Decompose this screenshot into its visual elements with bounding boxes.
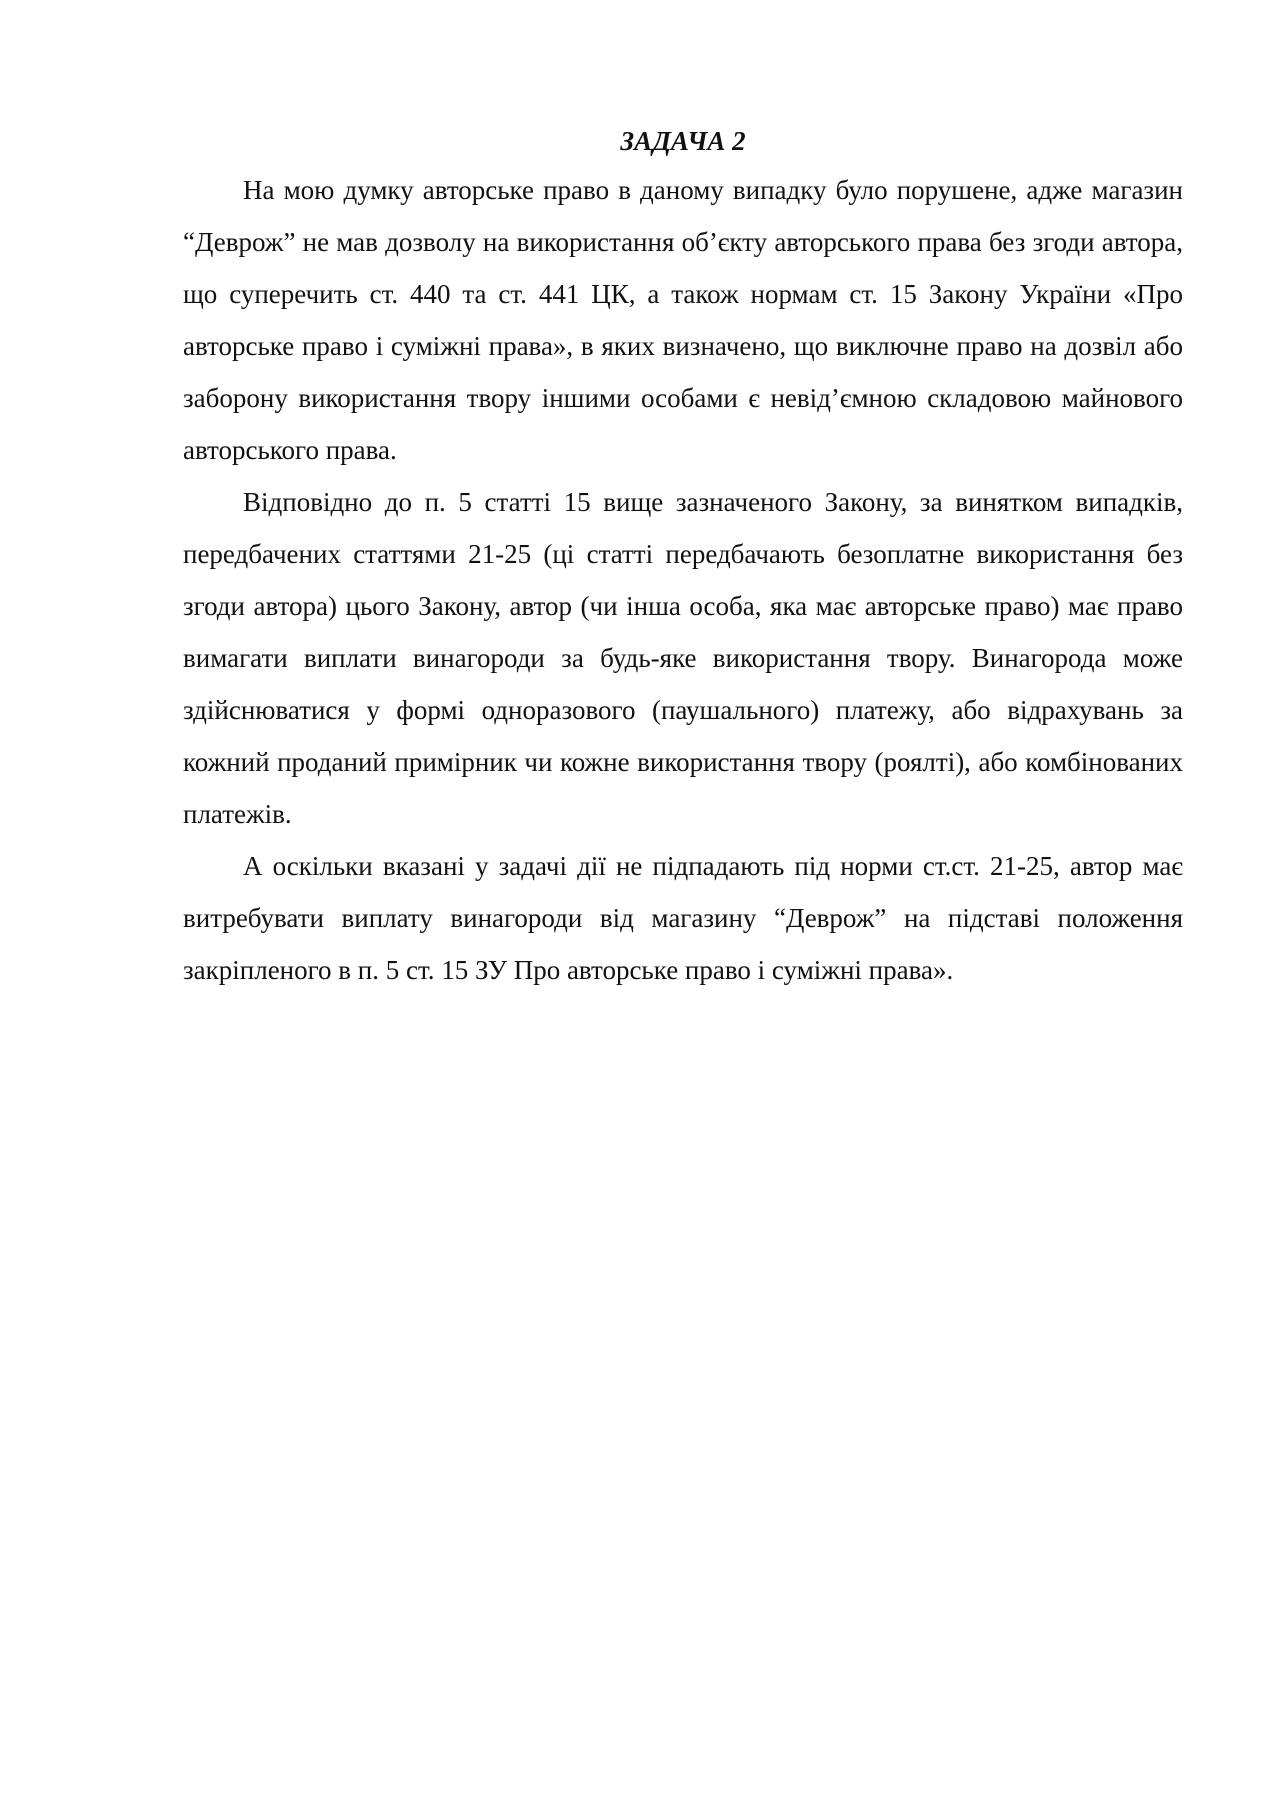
document-title: ЗАДАЧА 2 bbox=[620, 126, 746, 156]
paragraph-3: А оскільки вказані у задачі дії не підпадають під норми ст.ст. 21-25, автор має витребувати виплату винагороди від магазину “Деврож” на підставі положення закріпленого в п. 5 ст. 15 ЗУ Про авторське право і суміжні права». bbox=[183, 851, 1183, 985]
document-body bbox=[183, 118, 1183, 996]
paragraph-1: На мою думку авторське право в даному випадку було порушене, адже магазин “Деврож” не мав дозволу на використання об’єкту авторського права без згоди автора, що суперечить ст. 440 та ст. 441 ЦК, а також нормам ст. 15 Закону України «Про авторське право і суміжні права», в яких визначено, що виключне право на дозвіл або заборону використання твору іншими особами є невід’ємною складовою майнового авторського права. bbox=[183, 175, 1183, 465]
paragraph-2: Відповідно до п. 5 статті 15 вище зазначеного Закону, за винятком випадків, передбачених статтями 21-25 (ці статті передбачають безоплатне використання без згоди автора) цього Закону, автор (чи інша особа, яка має авторське право) має право вимагати виплати винагороди за будь-яке використання твору. Винагорода може здійснюватися у формі одноразового (паушального) платежу, або відрахувань за кожний проданий примірник чи кожне використання твору (роялті), або комбінованих платежів. bbox=[183, 487, 1183, 829]
